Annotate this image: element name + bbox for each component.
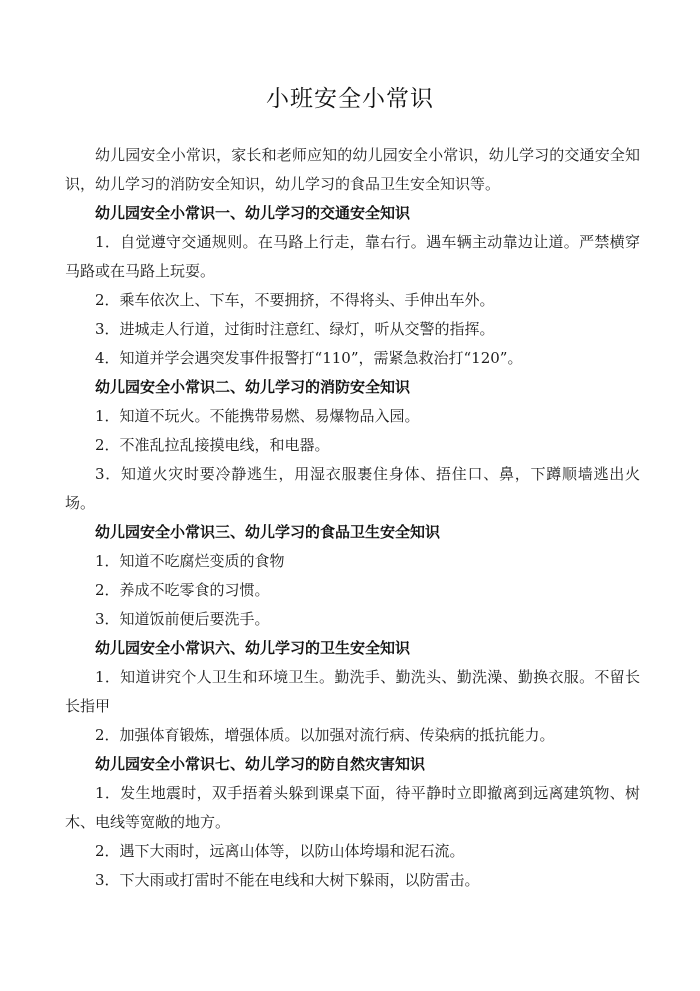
list-item: 1．自觉遵守交通规则。在马路上行走，靠右行。遇车辆主动靠边让道。严禁横穿马路或在马路上玩耍。: [65, 233, 640, 280]
list-item: 2．加强体育锻炼，增强体质。以加强对流行病、传染病的抵抗能力。: [95, 726, 555, 744]
list-item: 2．遇下大雨时，远离山体等，以防山体垮塌和泥石流。: [95, 842, 465, 860]
document-title: 小班安全小常识: [266, 86, 434, 112]
list-item: 3．知道饭前便后要洗手。: [95, 610, 270, 628]
section-heading-food: 幼儿园安全小常识三、幼儿学习的食品卫生安全知识: [95, 523, 441, 541]
list-item: 1．知道讲究个人卫生和环境卫生。勤洗手、勤洗头、勤洗澡、勤换衣服。不留长长指甲: [65, 668, 640, 715]
list-item: 3．进城走人行道，过街时注意红、绿灯，听从交警的指挥。: [95, 320, 495, 338]
list-item: 1．知道不玩火。不能携带易燃、易爆物品入园。: [95, 407, 420, 425]
section-heading-fire: 幼儿园安全小常识二、幼儿学习的消防安全知识: [95, 378, 411, 396]
section-heading-hygiene: 幼儿园安全小常识六、幼儿学习的卫生安全知识: [95, 639, 411, 657]
section-heading-disaster: 幼儿园安全小常识七、幼儿学习的防自然灾害知识: [95, 755, 426, 773]
list-item: 2．养成不吃零食的习惯。: [95, 581, 270, 599]
list-item: 3．知道火灾时要冷静逃生，用湿衣服裹住身体、捂住口、鼻，下蹲顺墙逃出火场。: [65, 465, 640, 512]
list-item: 3．下大雨或打雷时不能在电线和大树下躲雨，以防雷击。: [95, 871, 480, 889]
intro-paragraph: 幼儿园安全小常识，家长和老师应知的幼儿园安全小常识，幼儿学习的交通安全知识，幼儿学习的消防安全知识，幼儿学习的食品卫生安全知识等。: [65, 146, 640, 193]
list-item: 2．不准乱拉乱接摸电线，和电器。: [95, 436, 330, 454]
document-body: [65, 141, 640, 895]
list-item: 1．知道不吃腐烂变质的食物: [95, 552, 285, 570]
list-item: 1．发生地震时，双手捂着头躲到课桌下面，待平静时立即撤离到远离建筑物、树木、电线等宽敞的地方。: [65, 784, 640, 831]
list-item: 2．乘车依次上、下车，不要拥挤，不得将头、手伸出车外。: [95, 291, 495, 309]
list-item: 4．知道并学会遇突发事件报警打“110”，需紧急救治打“120”。: [95, 349, 523, 367]
section-heading-traffic: 幼儿园安全小常识一、幼儿学习的交通安全知识: [95, 204, 411, 222]
